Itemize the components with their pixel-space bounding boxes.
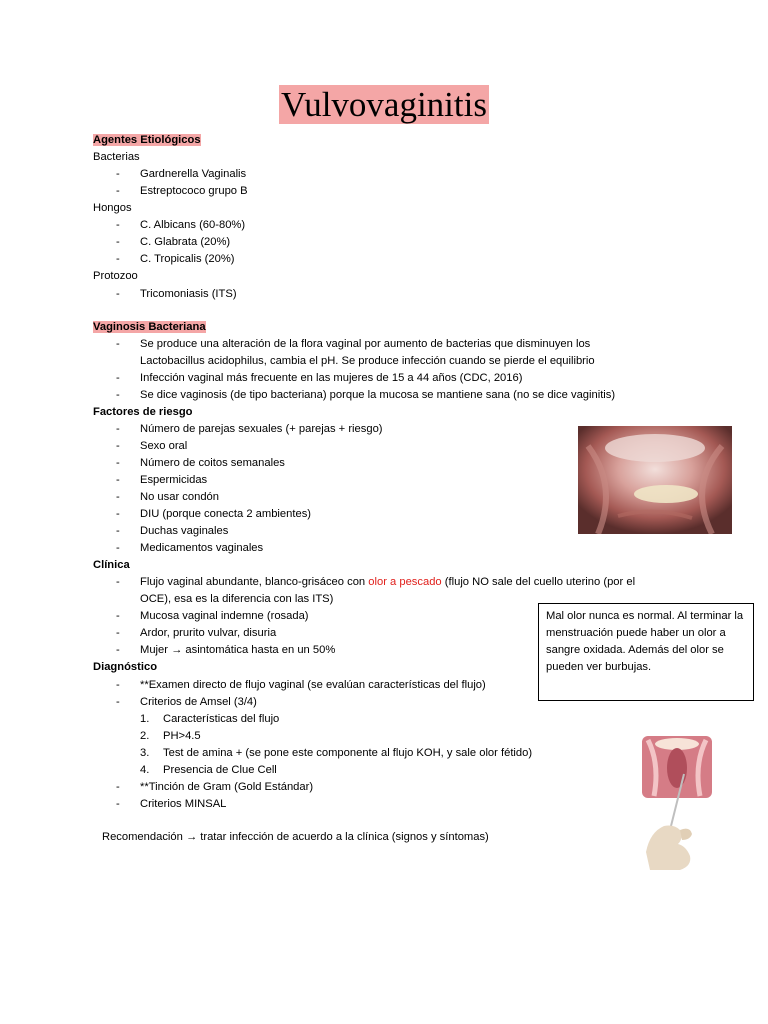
numbered-item: PH>4.5: [163, 730, 201, 742]
bullet-dash: -: [116, 253, 120, 265]
list-item: **Tinción de Gram (Gold Estándar): [140, 781, 314, 793]
list-item: DIU (porque conecta 2 ambientes): [140, 508, 312, 520]
list-item-continued: OCE), esa es la diferencia con las ITS): [140, 593, 334, 605]
list-item: Espermicidas: [140, 474, 208, 486]
page-title: Vulvovaginitis: [281, 85, 487, 124]
bullet-dash: -: [116, 644, 120, 656]
list-item: Infección vaginal más frecuente en las mujeres de 15 a 44 años (CDC, 2016): [140, 372, 523, 384]
list-item: C. Tropicalis (20%): [140, 253, 235, 265]
label-bacterias: Bacterias: [93, 151, 140, 163]
section-heading-vaginosis: [93, 319, 206, 336]
bullet-dash: -: [116, 389, 120, 401]
bullet-dash: -: [116, 798, 120, 810]
list-item: Se dice vaginosis (de tipo bacteriana) porque la mucosa se mantiene sana (no se dice vaginitis): [140, 389, 616, 401]
bullet-dash: -: [116, 236, 120, 248]
list-number: 1.: [140, 713, 150, 725]
heading-agentes: Agentes Etiológicos: [93, 134, 201, 146]
red-text-olor: olor a pescado: [368, 576, 442, 588]
bullet-dash: -: [116, 185, 120, 197]
bullet-dash: -: [116, 440, 120, 452]
list-number: 4.: [140, 764, 150, 776]
list-item: C. Albicans (60-80%): [140, 219, 246, 231]
heading-factores: Factores de riesgo: [93, 406, 193, 418]
text-segment: Flujo vaginal abundante, blanco-grisáceo con: [140, 576, 369, 588]
list-item: Criterios de Amsel (3/4): [140, 696, 257, 708]
bullet-dash: -: [116, 696, 120, 708]
label-hongos: Hongos: [93, 202, 132, 214]
list-item-flujo: [140, 574, 635, 591]
numbered-item: Presencia de Clue Cell: [163, 764, 277, 776]
list-item: Mucosa vaginal indemne (rosada): [140, 610, 309, 622]
bullet-dash: -: [116, 423, 120, 435]
heading-diagnostico: Diagnóstico: [93, 661, 158, 673]
numbered-item: Test de amina + (se pone este componente al flujo KOH, y sale olor fétido): [163, 747, 533, 759]
callout-box: Mal olor nunca es normal. Al terminar la menstruación puede haber un olor a sangre oxidada. Además del olor se pueden ver burbujas.: [538, 603, 754, 701]
clinical-photo: [578, 426, 732, 534]
bullet-dash: -: [116, 542, 120, 554]
clinical-photo-art: [578, 426, 732, 534]
list-item: Duchas vaginales: [140, 525, 229, 537]
numbered-item: Características del flujo: [163, 713, 280, 725]
label-protozoo: Protozoo: [93, 270, 138, 282]
list-number: 2.: [140, 730, 150, 742]
section-heading-agentes: [93, 132, 201, 149]
list-item-continued: Lactobacillus acidophilus, cambia el pH. Se produce infección cuando se pierde el equilibrio: [140, 355, 595, 367]
heading-vaginosis: Vaginosis Bacteriana: [93, 321, 206, 333]
list-item: Gardnerella Vaginalis: [140, 168, 247, 180]
bullet-dash: -: [116, 474, 120, 486]
recomendacion-text: Recomendación → tratar infección de acuerdo a la clínica (signos y síntomas): [102, 831, 489, 843]
list-item: Se produce una alteración de la flora vaginal por aumento de bacterias que disminuyen los: [140, 338, 591, 350]
bullet-dash: -: [116, 781, 120, 793]
list-item: **Examen directo de flujo vaginal (se evalúan características del flujo): [140, 679, 486, 691]
bullet-dash: -: [116, 338, 120, 350]
bullet-dash: -: [116, 610, 120, 622]
bullet-dash: -: [116, 508, 120, 520]
list-number: 3.: [140, 747, 150, 759]
list-item: Sexo oral: [140, 440, 188, 452]
list-item: C. Glabrata (20%): [140, 236, 231, 248]
bullet-dash: -: [116, 627, 120, 639]
bullet-dash: -: [116, 457, 120, 469]
swab-illustration: [640, 734, 714, 874]
list-item: Tricomoniasis (ITS): [140, 288, 237, 300]
bullet-dash: -: [116, 525, 120, 537]
bullet-dash: -: [116, 219, 120, 231]
list-item: Estreptococo grupo B: [140, 185, 248, 197]
list-item: No usar condón: [140, 491, 219, 503]
bullet-dash: -: [116, 491, 120, 503]
swab-illustration-art: [640, 734, 714, 874]
bullet-dash: -: [116, 679, 120, 691]
list-item: Número de parejas sexuales (+ parejas + riesgo): [140, 423, 383, 435]
list-item: Mujer → asintomática hasta en un 50%: [140, 644, 336, 656]
text-segment: (flujo NO sale del cuello uterino (por el: [441, 576, 636, 588]
bullet-dash: -: [116, 288, 120, 300]
bullet-dash: -: [116, 576, 120, 588]
list-item: Criterios MINSAL: [140, 798, 227, 810]
bullet-dash: -: [116, 372, 120, 384]
list-item: Número de coitos semanales: [140, 457, 285, 469]
bullet-dash: -: [116, 168, 120, 180]
list-item: Medicamentos vaginales: [140, 542, 264, 554]
heading-clinica: Clínica: [93, 559, 130, 571]
page-title-wrap: [0, 86, 768, 124]
list-item: Ardor, prurito vulvar, disuria: [140, 627, 277, 639]
